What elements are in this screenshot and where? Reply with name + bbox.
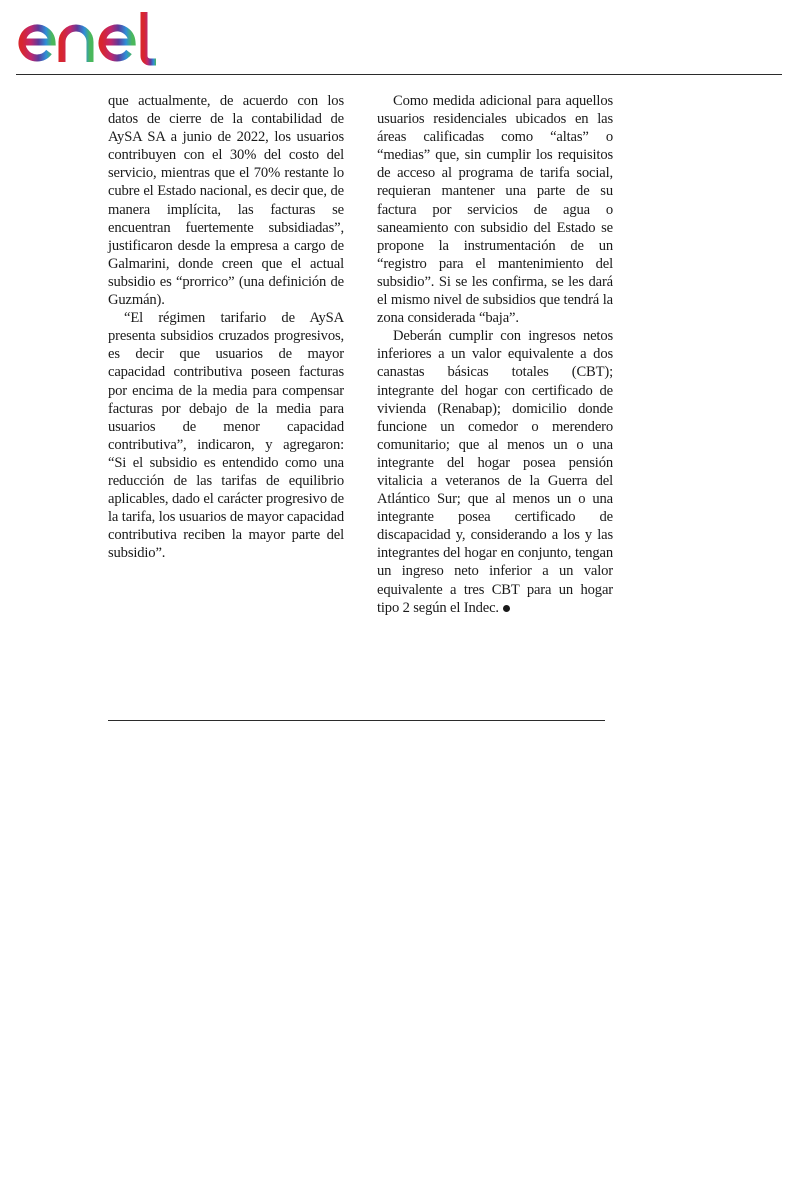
article-column-right xyxy=(377,92,613,617)
enel-logo xyxy=(16,6,176,68)
paragraph-final xyxy=(377,327,613,617)
article-column-left xyxy=(108,92,344,562)
end-of-article-dot-icon xyxy=(503,605,510,612)
paragraph-text: Deberán cumplir con ingresos netos inferiores a un valor equivalente a dos canastas básicas totales (CBT); integrante del hogar con certificado de vivienda (Renabap); domicilio donde funcione un comedor o merendero comunitario; que al menos un o una integrante del hogar posea pensión vitalicia a veteranos de la Guerra del Atlántico Sur; que al menos un o una integrante posea certificado de discapacidad y, considerando a los y las integrantes del hogar en conjunto, tengan un ingreso neto inferior a un valor equivalente a tres CBT para un hogar tipo 2 según el Indec. xyxy=(377,328,613,616)
header-divider xyxy=(16,74,782,75)
paragraph: Como medida adicional para aquellos usuarios residenciales ubicados en las áreas calificadas como “altas” o “medias” que, sin cumplir los requisitos de acceso al programa de tarifa social, requieran mantener una parte de su factura por servicios de agua o saneamiento con subsidio del Estado se propone la instrumentación de un “registro para el mantenimiento del subsidio”. Si se les confirma, se les dará el mismo nivel de subsidios que tendrá la zona considerada “baja”. xyxy=(377,93,613,327)
footer-divider xyxy=(108,720,605,721)
paragraph: “El régimen tarifario de AySA presenta subsidios cruzados progresivos, es decir que usuarios de mayor capacidad contributiva poseen facturas por encima de la media para compensar facturas por debajo de la media para usuarios de menor capacidad contributiva”, indicaron, y agregaron: “Si el subsidio es entendido como una reducción de las tarifas de equilibrio aplicables, dado el carácter progresivo de la tarifa, los usuarios de mayor capacidad contributiva reciben la mayor parte del subsidio”. xyxy=(108,310,344,562)
paragraph: que actualmente, de acuerdo con los datos de cierre de la contabilidad de AySA SA a junio de 2022, los usuarios contribuyen con el 30% del costo del servicio, mientras que el 70% restante lo cubre el Estado nacional, es decir que, de manera implícita, las facturas se encuentran fuertemente subsidiadas”, justificaron desde la empresa a cargo de Galmarini, donde creen que el actual subsidio es “prorrico” (una definición de Guzmán). xyxy=(108,93,344,309)
